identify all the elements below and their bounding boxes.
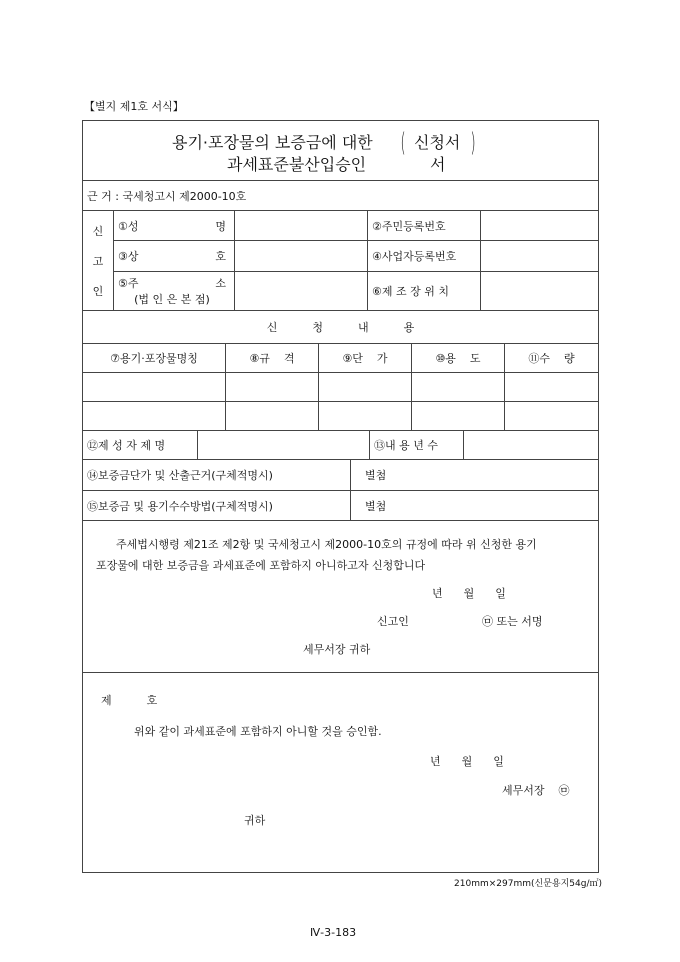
approval-text: 위와 같이 과세표준에 포함하지 아니할 것을 승인함. <box>134 725 382 738</box>
label-text: ④사업자등록번호 <box>372 250 457 263</box>
declaration-recipient: 세무서장 귀하 <box>303 643 371 656</box>
header-text: ⑧규 격 <box>249 352 295 365</box>
basis-row <box>82 180 599 211</box>
section-title <box>82 310 599 344</box>
header-text: ⑩용 도 <box>435 352 481 365</box>
table-cell[interactable] <box>411 372 505 402</box>
approval-box <box>82 672 599 873</box>
label-text: ⑫제 성 자 제 명 <box>87 439 166 452</box>
title-line2: 과세표준불산입승인 <box>227 155 367 174</box>
deposit-method-field[interactable] <box>350 490 599 521</box>
rrn-label <box>367 210 481 241</box>
field-value: 별첨 <box>365 499 387 513</box>
label-part: ③상 <box>118 250 139 263</box>
applicant-group-label <box>82 210 114 311</box>
label-part: 호 <box>215 250 226 263</box>
declaration-date: 년 월 일 <box>432 587 506 600</box>
factory-label <box>367 271 481 311</box>
title-line1: 용기·포장물의 보증금에 대한 <box>172 133 373 152</box>
name-field[interactable] <box>234 210 368 241</box>
table-cell[interactable] <box>504 372 599 402</box>
header-usage <box>411 343 505 373</box>
bizno-field[interactable] <box>480 240 599 272</box>
header-container-name <box>82 343 226 373</box>
paper-spec: 210mm×297mm(신문용지54g/㎡) <box>454 879 602 889</box>
section-title-text: 신 청 내 용 <box>266 321 415 334</box>
header-unit-price <box>318 343 412 373</box>
declaration-applicant: 신고인 <box>377 615 409 628</box>
manufacturer-label <box>82 430 198 460</box>
table-cell[interactable] <box>411 401 505 431</box>
declaration-text-1: 주세법시행령 제21조 제2항 및 국세청고시 제2000-10호의 규정에 따라 위 신청한 용기 <box>116 538 537 551</box>
label-part: 명 <box>215 219 226 233</box>
rrn-field[interactable] <box>480 210 599 241</box>
declaration-text-2: 포장물에 대한 보증금을 과세표준에 포함하지 아니하고자 신청합니다 <box>96 559 426 572</box>
bizno-label <box>367 240 481 272</box>
table-cell[interactable] <box>82 372 226 402</box>
table-cell[interactable] <box>225 372 319 402</box>
address-field[interactable] <box>234 271 368 311</box>
approval-date: 년 월 일 <box>430 755 504 768</box>
bracket-open: ( <box>400 128 406 158</box>
header-text: ⑪수 량 <box>528 352 575 365</box>
deposit-basis-field[interactable] <box>350 459 599 491</box>
approval-issuer: 세무서장 ㉤ <box>502 784 570 797</box>
label-text: ⑮보증금 및 용기수수방법(구체적명시) <box>87 499 273 513</box>
table-cell[interactable] <box>225 401 319 431</box>
field-value: 별첨 <box>365 469 387 482</box>
name-label <box>113 210 235 241</box>
header-spec <box>225 343 319 373</box>
label-part: (법 인 은 본 점) <box>134 293 210 306</box>
trade-name-field[interactable] <box>234 240 368 272</box>
header-quantity <box>504 343 599 373</box>
basis-text: 근 거 : 국세청고시 제2000-10호 <box>87 189 247 203</box>
form-label: 【별지 제1호 서식】 <box>84 100 184 113</box>
title-option-other: 서 <box>430 155 446 174</box>
table-cell[interactable] <box>504 401 599 431</box>
label-text: ⑥제 조 장 위 치 <box>372 285 449 298</box>
bracket-close: ) <box>470 128 476 158</box>
approval-number: 제 호 <box>101 694 158 707</box>
deposit-basis-label <box>82 459 351 491</box>
manufacturer-field[interactable] <box>197 430 370 460</box>
lifespan-field[interactable] <box>463 430 599 460</box>
factory-field[interactable] <box>480 271 599 311</box>
header-text: ⑨단 가 <box>342 352 388 365</box>
label-text: ⑭보증금단가 및 산출근거(구체적명시) <box>87 469 273 482</box>
label-text: ②주민등록번호 <box>372 219 446 233</box>
label-part: 소 <box>215 277 226 290</box>
approval-recipient: 귀하 <box>244 814 266 827</box>
declaration-seal: ㉤ 또는 서명 <box>482 615 543 628</box>
label-part: ⑤주 <box>118 277 139 290</box>
address-label <box>113 271 235 311</box>
table-cell[interactable] <box>318 401 412 431</box>
table-cell[interactable] <box>82 401 226 431</box>
lifespan-label <box>369 430 464 460</box>
label-char: 신 <box>92 224 104 238</box>
header-text: ⑦용기·포장물명칭 <box>110 352 198 365</box>
label-text: ⑬내 용 년 수 <box>374 439 438 452</box>
label-char: 고 <box>92 254 104 268</box>
trade-name-label <box>113 240 235 272</box>
table-cell[interactable] <box>318 372 412 402</box>
label-part: ①성 <box>118 219 139 233</box>
title-option-apply: 신청서 <box>414 133 461 152</box>
deposit-method-label <box>82 490 351 521</box>
label-char: 인 <box>92 284 104 298</box>
page-number: Ⅳ-3-183 <box>310 926 357 939</box>
